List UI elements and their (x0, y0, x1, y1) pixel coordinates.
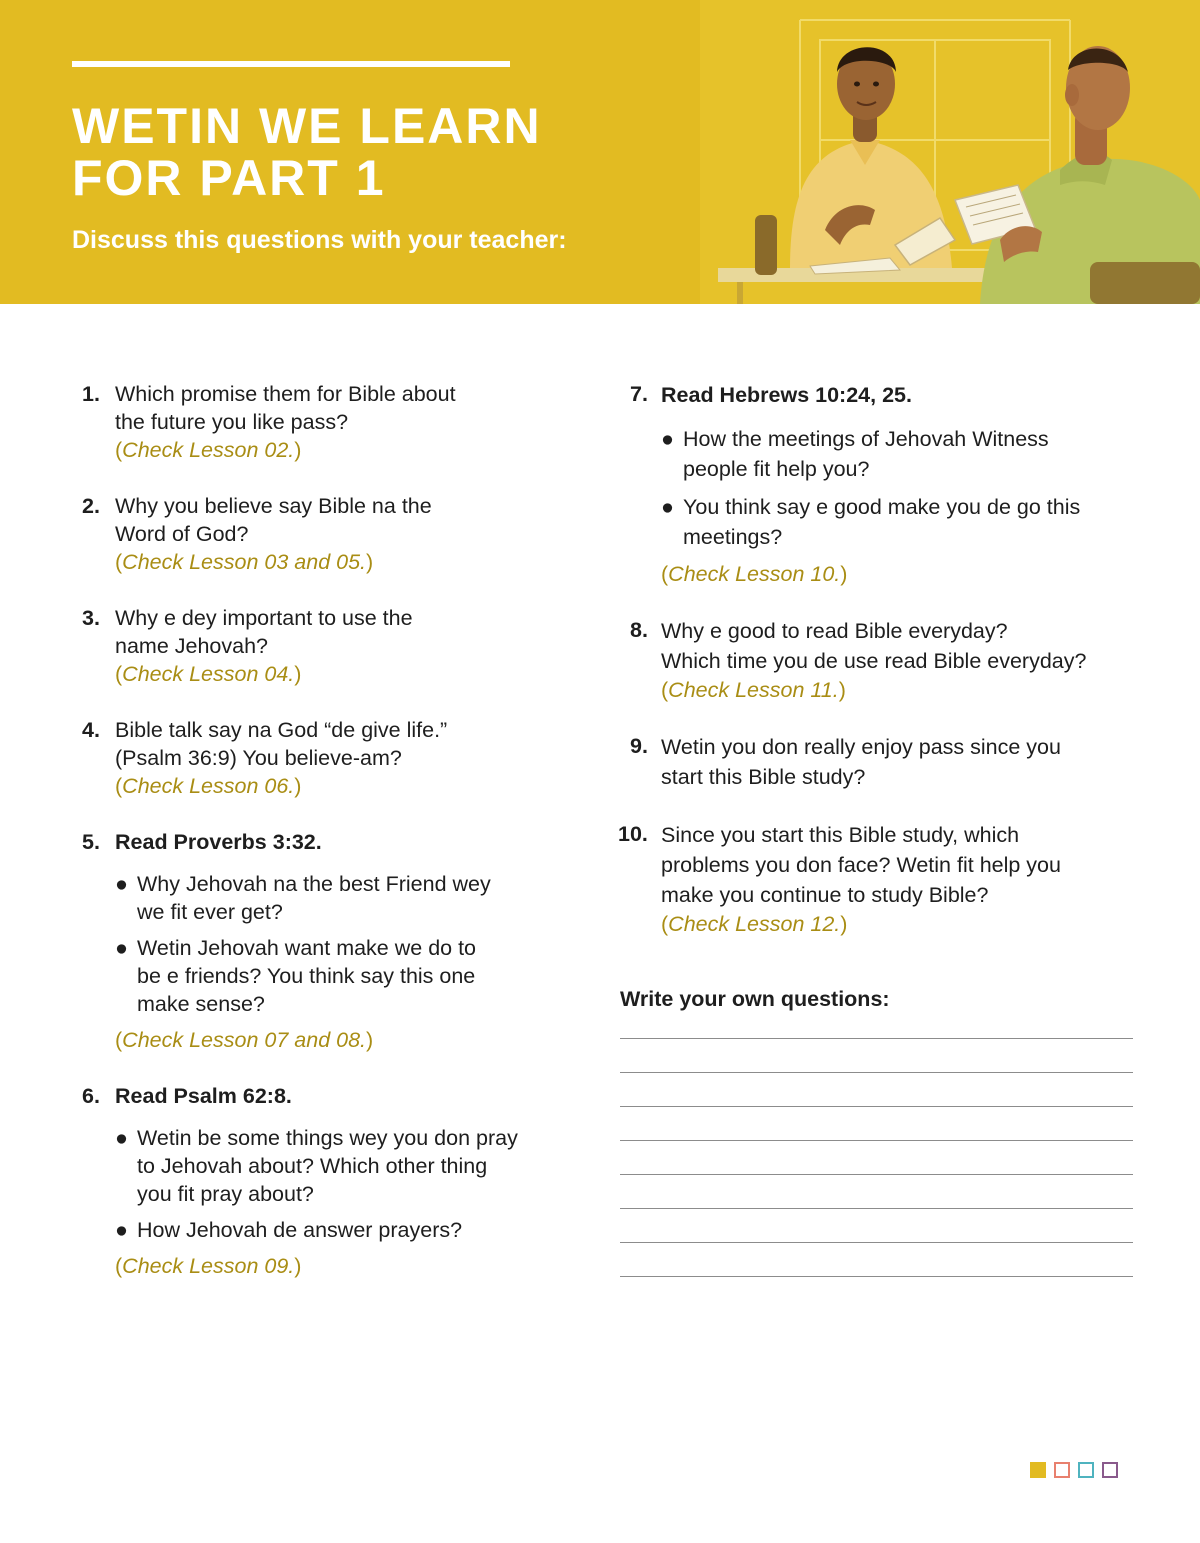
question-heading: Read Hebrews 10:24, 25. (661, 383, 912, 407)
question-10 (618, 820, 1138, 938)
questions-column-right (618, 380, 1138, 966)
bullet-icon: ● (115, 1126, 128, 1150)
question-number: 10. (618, 822, 648, 846)
lesson-reference: (Check Lesson 06.) (115, 774, 302, 798)
section-indicator (1030, 1462, 1118, 1478)
bullet-list (115, 870, 562, 1018)
list-item: ● How Jehovah de answer prayers? (115, 1218, 463, 1242)
writing-lines[interactable] (620, 1038, 1133, 1310)
study-scene-illustration (700, 0, 1200, 304)
writing-line[interactable] (620, 1038, 1133, 1039)
question-line: Which promise them for Bible about (115, 382, 456, 406)
question-line: start this Bible study? (661, 765, 866, 789)
bullet-icon: ● (661, 495, 674, 519)
list-item: ● Wetin be some things wey you don pray to Jehovah about? Which other thing you fit pray about? (115, 1126, 518, 1206)
question-number: 3. (82, 606, 100, 630)
question-number: 6. (82, 1084, 100, 1108)
list-item: ● How the meetings of Jehovah Witness people fit help you? (661, 424, 1138, 484)
lesson-reference: (Check Lesson 03 and 05.) (115, 550, 374, 574)
question-line: Which time you de use read Bible everyday? (661, 649, 1087, 673)
outline-square-icon (1054, 1462, 1070, 1478)
lesson-reference: (Check Lesson 10.) (661, 562, 848, 586)
question-8 (618, 616, 1138, 704)
question-line: (Psalm 36:9) You believe-am? (115, 746, 402, 770)
page-subtitle: Discuss this questions with your teacher: (72, 226, 567, 254)
title-line-1: WETIN WE LEARN (72, 98, 542, 154)
question-3 (82, 604, 562, 688)
write-questions-heading: Write your own questions: (620, 987, 890, 1011)
question-4 (82, 716, 562, 800)
question-number: 1. (82, 382, 100, 406)
question-number: 9. (630, 734, 648, 758)
question-number: 4. (82, 718, 100, 742)
question-number: 5. (82, 830, 100, 854)
question-line: the future you like pass? (115, 410, 349, 434)
writing-line[interactable] (620, 1174, 1133, 1175)
question-6 (82, 1082, 562, 1280)
question-5 (82, 828, 562, 1054)
question-number: 2. (82, 494, 100, 518)
list-item: ● Why Jehovah na the best Friend wey we fit ever get? (115, 872, 491, 924)
lesson-reference: (Check Lesson 04.) (115, 662, 302, 686)
lesson-reference: (Check Lesson 02.) (115, 438, 302, 462)
lesson-reference: (Check Lesson 12.) (661, 912, 848, 936)
question-line: Word of God? (115, 522, 249, 546)
writing-line[interactable] (620, 1208, 1133, 1209)
question-9 (618, 732, 1138, 792)
bullet-icon: ● (661, 427, 674, 451)
page-title (72, 100, 542, 204)
bullet-list (661, 424, 1138, 552)
bullet-icon: ● (115, 936, 128, 960)
filled-square-icon (1030, 1462, 1046, 1478)
questions-column-left (82, 380, 562, 1308)
question-7 (618, 380, 1138, 588)
question-line: make you continue to study Bible? (661, 883, 989, 907)
question-line: Since you start this Bible study, which (661, 823, 1020, 847)
writing-line[interactable] (620, 1140, 1133, 1141)
lesson-reference: (Check Lesson 09.) (115, 1254, 302, 1278)
bullet-list (115, 1124, 562, 1244)
writing-line[interactable] (620, 1072, 1133, 1073)
title-line-2: FOR PART 1 (72, 150, 386, 206)
question-line: Why e good to read Bible everyday? (661, 619, 1008, 643)
question-heading: Read Proverbs 3:32. (115, 830, 322, 854)
question-line: Why you believe say Bible na the (115, 494, 432, 518)
outline-square-icon (1078, 1462, 1094, 1478)
lesson-reference: (Check Lesson 07 and 08.) (115, 1028, 374, 1052)
header-banner (0, 0, 1200, 304)
question-line: Wetin you don really enjoy pass since you (661, 735, 1061, 759)
writing-line[interactable] (620, 1106, 1133, 1107)
question-number: 8. (630, 618, 648, 642)
outline-square-icon (1102, 1462, 1118, 1478)
list-item: ● You think say e good make you de go this meetings? (661, 492, 1138, 552)
lesson-reference: (Check Lesson 11.) (661, 678, 846, 702)
question-number: 7. (630, 382, 648, 406)
question-1 (82, 380, 562, 464)
question-line: problems you don face? Wetin fit help you (661, 853, 1061, 877)
bullet-icon: ● (115, 872, 128, 896)
list-item: ● Wetin Jehovah want make we do to be e friends? You think say this one make sense? (115, 936, 477, 1016)
writing-line[interactable] (620, 1242, 1133, 1243)
question-line: Why e dey important to use the (115, 606, 413, 630)
header-rule (72, 61, 510, 67)
bullet-icon: ● (115, 1218, 128, 1242)
question-line: name Jehovah? (115, 634, 268, 658)
question-2 (82, 492, 562, 576)
writing-line[interactable] (620, 1276, 1133, 1277)
question-heading: Read Psalm 62:8. (115, 1084, 292, 1108)
question-line: Bible talk say na God “de give life.” (115, 718, 448, 742)
